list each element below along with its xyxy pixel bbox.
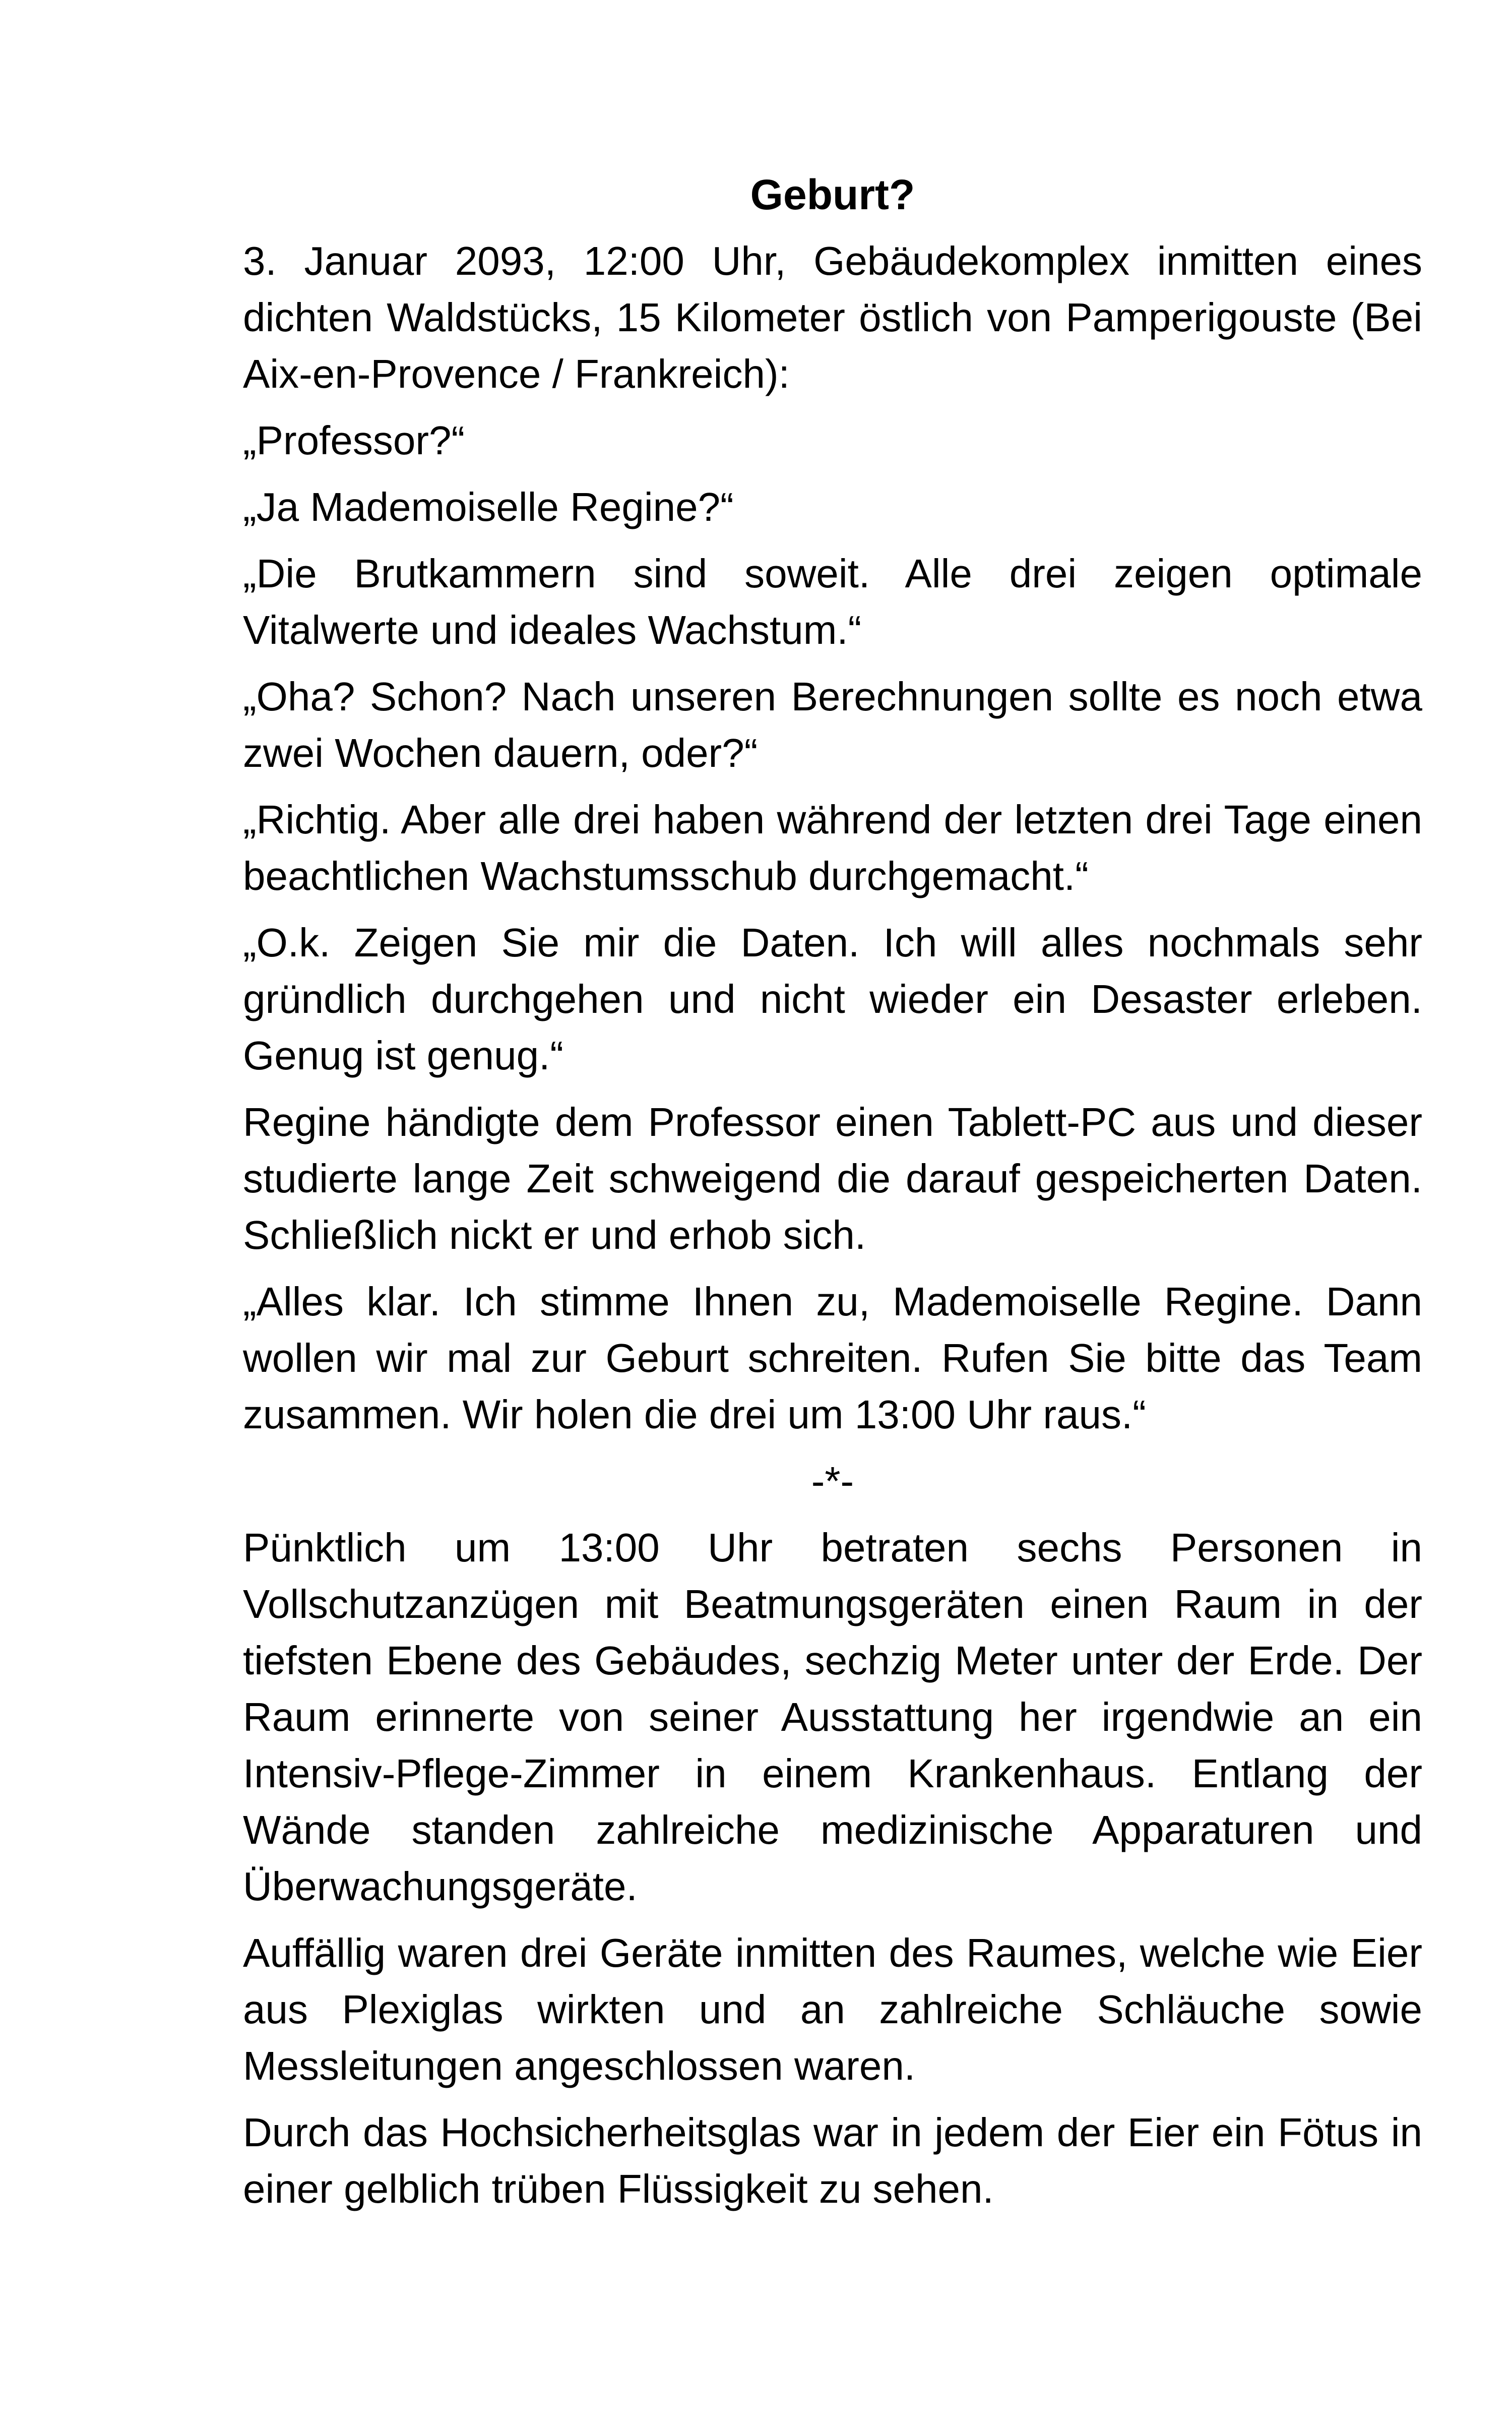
- paragraph-narration-4: Durch das Hochsicherheitsglas war in jedem der Eier ein Fötus in einer gelblich trüben Flüssigkeit zu sehen.: [243, 2110, 1422, 2211]
- paragraph-dialogue-1: „Professor?“: [243, 418, 465, 463]
- paragraph-dialogue-7: „Alles klar. Ich stimme Ihnen zu, Mademoiselle Regine. Dann wollen wir mal zur Geburt schreiten. Rufen Sie bitte das Team zusammen. Wir holen die drei um 13:00 Uhr raus.“: [243, 1279, 1422, 1437]
- paragraph-dialogue-5: „Richtig. Aber alle drei haben während der letzten drei Tage einen beachtlichen Wachstumsschub durchgemacht.“: [243, 797, 1422, 898]
- paragraph-narration-1: Regine händigte dem Professor einen Tablett-PC aus und dieser studierte lange Zeit schweigend die darauf gespeicherten Daten. Schließlich nickt er und erhob sich.: [243, 1100, 1422, 1257]
- paragraph-dialogue-3: „Die Brutkammern sind soweit. Alle drei zeigen optimale Vitalwerte und ideales Wachstum.“: [243, 551, 1422, 652]
- section-separator: -*-: [811, 1459, 854, 1503]
- paragraph-narration-2: Pünktlich um 13:00 Uhr betraten sechs Personen in Vollschutzanzügen mit Beatmungsgeräten einen Raum in der tiefsten Ebene des Gebäudes, sechzig Meter unter der Erde. Der Raum erinnerte von seiner Ausstattung her irgendwie an ein Intensiv-Pflege-Zimmer in einem Krankenhaus. Entlang der Wände standen zahlreiche medizinische Apparaturen und Überwachungsgeräte.: [243, 1525, 1422, 1909]
- chapter-title: Geburt?: [750, 171, 915, 218]
- paragraph-dialogue-2: „Ja Mademoiselle Regine?“: [243, 485, 734, 529]
- paragraph-setting: 3. Januar 2093, 12:00 Uhr, Gebäudekomplex inmitten eines dichten Waldstücks, 15 Kilometer östlich von Pamperigouste (Bei Aix-en-Provence / Frankreich):: [243, 238, 1422, 396]
- paragraph-dialogue-4: „Oha? Schon? Nach unseren Berechnungen sollte es noch etwa zwei Wochen dauern, oder?“: [243, 674, 1422, 775]
- document-body: [243, 166, 1422, 2227]
- paragraph-dialogue-6: „O.k. Zeigen Sie mir die Daten. Ich will alles nochmals sehr gründlich durchgehen und nicht wieder ein Desaster erleben. Genug ist genug.“: [243, 920, 1422, 1078]
- paragraph-narration-3: Auffällig waren drei Geräte inmitten des Raumes, welche wie Eier aus Plexiglas wirkten und an zahlreiche Schläuche sowie Messleitungen angeschlossen waren.: [243, 1930, 1422, 2088]
